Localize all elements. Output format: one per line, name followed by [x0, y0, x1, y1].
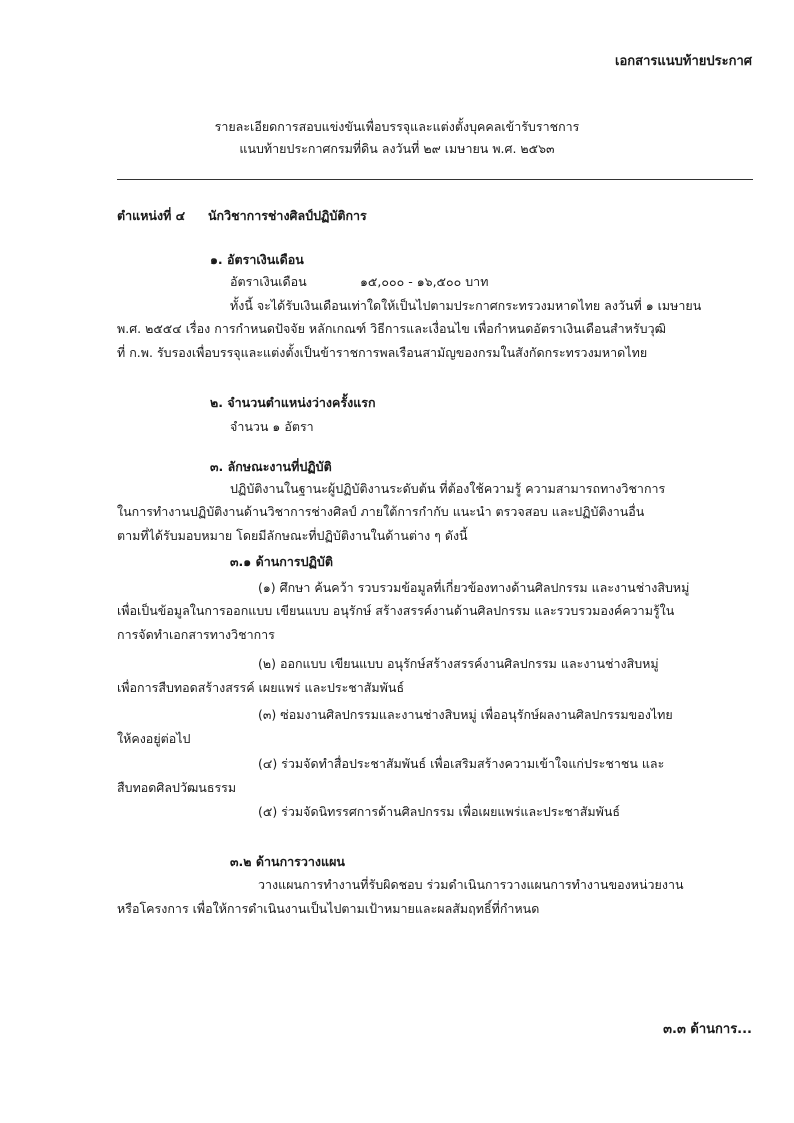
section3-paragraph-line-1: ปฏิบัติงานในฐานะผู้ปฏิบัติงานระดับต้น ที่ต้องใช้ความรู้ ความสามารถทางวิชาการ	[230, 481, 666, 496]
section3-heading: ๓. ลักษณะงานที่ปฏิบัติ	[210, 459, 332, 474]
document-tag: เอกสารแนบท้ายประกาศ	[615, 54, 752, 69]
continuation-marker: ๓.๓ ด้านการ...	[663, 1022, 752, 1037]
planning-paragraph-line-2: หรือโครงการ เพื่อให้การดำเนินงานเป็นไปตามเป้าหมายและผลสัมฤทธิ์ที่กำหนด	[117, 901, 540, 916]
duty-item-1-line-3: การจัดทำเอกสารทางวิชาการ	[117, 627, 275, 642]
position-title: นักวิชาการช่างศิลป์ปฏิบัติการ	[208, 208, 367, 223]
duty-item-5-line-1: (๕) ร่วมจัดนิทรรศการด้านศิลปกรรม เพื่อเผยแพร่และประชาสัมพันธ์	[258, 804, 620, 819]
duty-item-2-line-2: เพื่อการสืบทอดสร้างสรรค์ เผยแพร่ และประชาสัมพันธ์	[117, 680, 405, 695]
duty-item-1-line-1: (๑) ศึกษา ค้นคว้า รวบรวมข้อมูลที่เกี่ยวข้องทางด้านศิลปกรรม และงานช่างสิบหมู่	[258, 580, 690, 595]
section1-paragraph-line-3: ที่ ก.พ. รับรองเพื่อบรรจุและแต่งตั้งเป็นข้าราชการพลเรือนสามัญของกรมในสังกัดกระทรวงมหาดไทย	[117, 345, 648, 360]
duty-item-3-line-1: (๓) ซ่อมงานศิลปกรรมและงานช่างสิบหมู่ เพื่ออนุรักษ์ผลงานศิลปกรรมของไทย	[258, 707, 673, 722]
header-divider	[117, 179, 753, 180]
position-label: ตำแหน่งที่ ๔	[117, 208, 186, 223]
section2-heading: ๒. จำนวนตำแหน่งว่างครั้งแรก	[210, 395, 376, 410]
header-line-2: แนบท้ายประกาศกรมที่ดิน ลงวันที่ ๒๙ เมษายน พ.ศ. ๒๕๖๓	[239, 141, 555, 156]
salary-rate-value: ๑๕,๐๐๐ - ๑๖,๕๐๐ บาท	[360, 274, 489, 289]
section1-paragraph-line-1: ทั้งนี้ จะได้รับเงินเดือนเท่าใดให้เป็นไปตามประกาศกระทรวงมหาดไทย ลงวันที่ ๑ เมษายน	[230, 298, 702, 313]
duty-item-2-line-1: (๒) ออกแบบ เขียนแบบ อนุรักษ์สร้างสรรค์งานศิลปกรรม และงานช่างสิบหมู่	[258, 656, 659, 671]
section1-heading: ๑. อัตราเงินเดือน	[210, 252, 304, 267]
section1-paragraph-line-2: พ.ศ. ๒๕๕๔ เรื่อง การกำหนดปัจจัย หลักเกณฑ์ วิธีการและเงื่อนไข เพื่อกำหนดอัตราเงินเดือนสำหรับวุฒิ	[117, 321, 666, 336]
subsection-3-2-heading: ๓.๒ ด้านการวางแผน	[230, 854, 345, 869]
planning-paragraph-line-1: วางแผนการทำงานที่รับผิดชอบ ร่วมดำเนินการวางแผนการทำงานของหน่วยงาน	[258, 877, 684, 892]
duty-item-3-line-2: ให้คงอยู่ต่อไป	[117, 731, 191, 746]
header-line-1: รายละเอียดการสอบแข่งขันเพื่อบรรจุและแต่งตั้งบุคคลเข้ารับราชการ	[214, 119, 580, 134]
duty-item-4-line-1: (๔) ร่วมจัดทำสื่อประชาสัมพันธ์ เพื่อเสริมสร้างความเข้าใจแก่ประชาชน และ	[258, 756, 665, 771]
vacancy-count: จำนวน ๑ อัตรา	[230, 419, 314, 434]
section3-paragraph-line-3: ตามที่ได้รับมอบหมาย โดยมีลักษณะที่ปฏิบัติงานในด้านต่าง ๆ ดังนี้	[117, 528, 468, 543]
section3-paragraph-line-2: ในการทำงานปฏิบัติงานด้านวิชาการช่างศิลป์ ภายใต้การกำกับ แนะนำ ตรวจสอบ และปฏิบัติงานอื่น	[117, 504, 645, 519]
subsection-3-1-heading: ๓.๑ ด้านการปฏิบัติ	[230, 554, 333, 569]
salary-rate-label: อัตราเงินเดือน	[230, 274, 307, 289]
duty-item-4-line-2: สืบทอดศิลปวัฒนธรรม	[117, 780, 237, 795]
duty-item-1-line-2: เพื่อเป็นข้อมูลในการออกแบบ เขียนแบบ อนุรักษ์ สร้างสรรค์งานด้านศิลปกรรม และรวบรวมองค์ความรู้ใน	[117, 603, 675, 618]
